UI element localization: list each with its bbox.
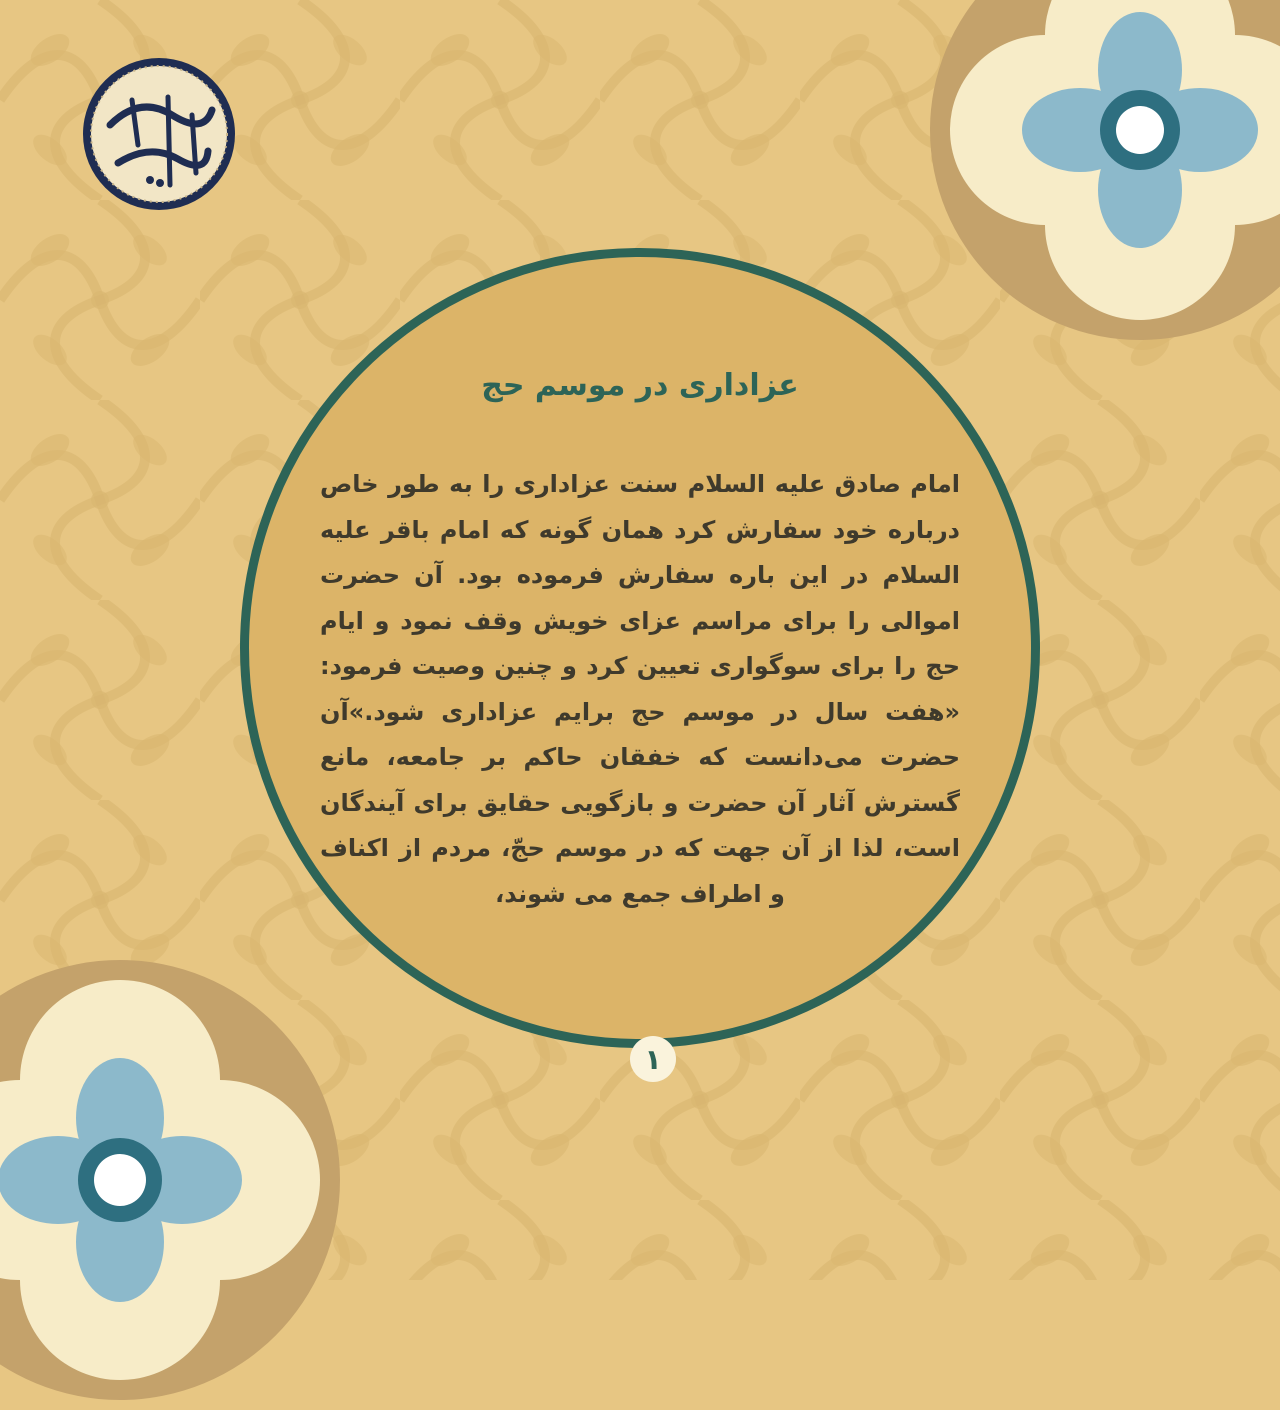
card-body-text: امام صادق علیه السلام سنت عزاداری را به طور خاص درباره خود سفارش کرد همان گونه که امام باقر علیه السلام در این باره سفارش فرموده بود. آن حضرت اموالی را برای مراسم عزای خویش وقف نمود و ایام حج را برای سوگواری تعیین کرد و چنین وصیت فرمود: «هفت سال در موسم حج برایم عزاداری شود.»آن حضرت می‌دانست که خفقان حاکم بر جامعه، مانع گسترش آثار آن حضرت و بازگویی حقایق برای آیندگان است، لذا از آن جهت که در موسم حجّ، مردم از اکناف و اطراف جمع می شوند، xyxy=(320,470,960,908)
calligraphy-seal-icon xyxy=(80,55,238,213)
card-title: عزاداری در موسم حج xyxy=(481,368,799,403)
page-number-badge: ۱ xyxy=(630,1036,676,1082)
arabesque-flower-icon xyxy=(0,950,350,1410)
arabesque-flower-icon xyxy=(920,0,1280,350)
